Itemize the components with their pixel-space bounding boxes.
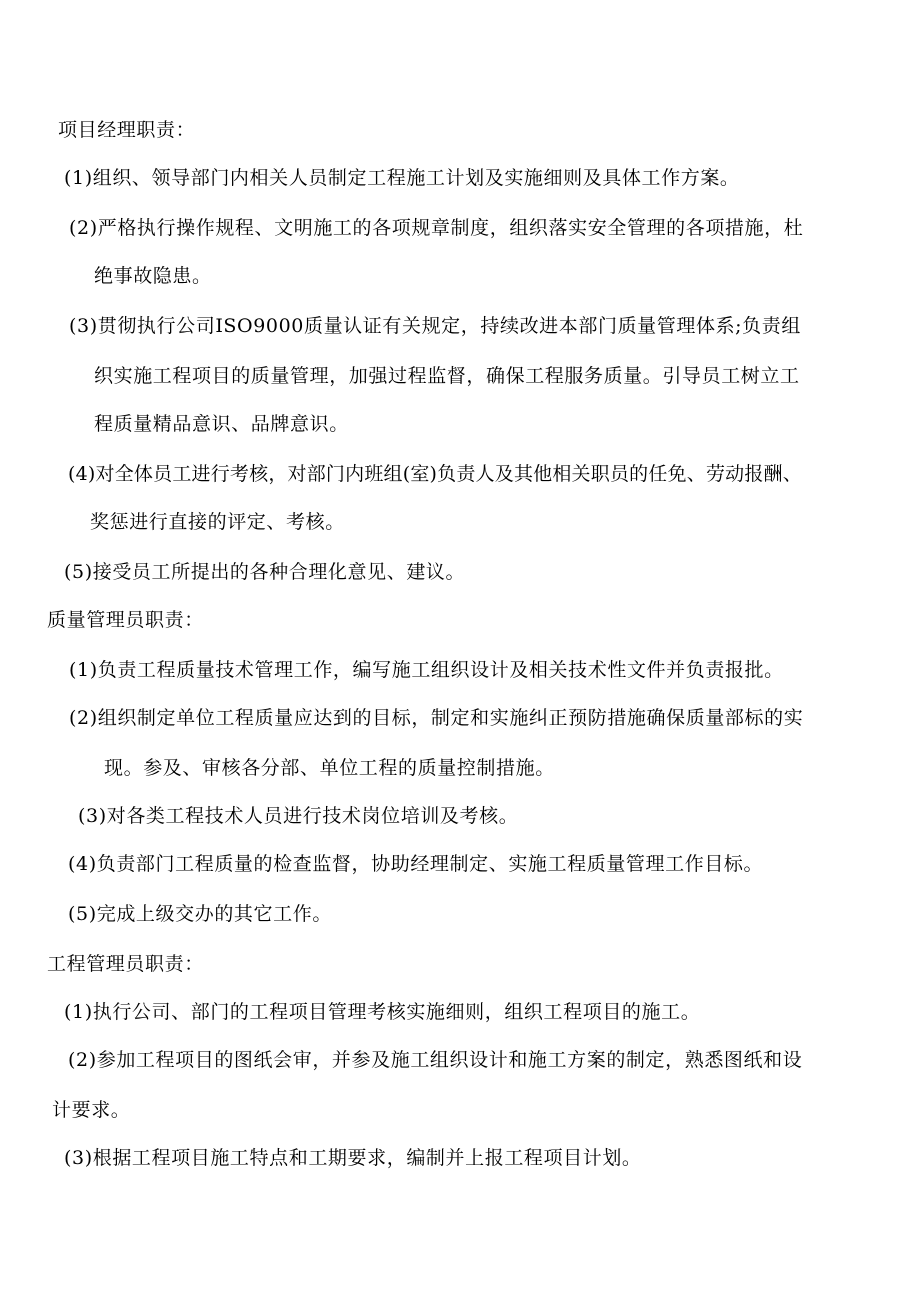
paragraph-line: 织实施工程项目的质量管理，加强过程监督，确保工程服务质量。引导员工树立工 — [94, 365, 800, 387]
paragraph-line: (1)组织、领导部门内相关人员制定工程施工计划及实施细则及具体工作方案。 — [64, 167, 740, 189]
paragraph-line: 奖惩进行直接的评定、考核。 — [90, 511, 345, 533]
paragraph-line: (2)组织制定单位工程质量应达到的目标，制定和实施纠正预防措施确保质量部标的实 — [69, 707, 804, 729]
section-title-quality-manager: 质量管理员职责： — [47, 609, 204, 631]
paragraph-line: (3)对各类工程技术人员进行技术岗位培训及考核。 — [78, 805, 519, 827]
paragraph-line: (5)接受员工所提出的各种合理化意见、建议。 — [64, 561, 466, 583]
section-title-engineering-manager: 工程管理员职责： — [47, 953, 204, 975]
paragraph-line: (1)执行公司、部门的工程项目管理考核实施细则，组织工程项目的施工。 — [64, 1001, 701, 1023]
paragraph-line: 绝事故隐患。 — [94, 265, 212, 287]
paragraph-line: (1)负责工程质量技术管理工作，编写施工组织设计及相关技术性文件并负责报批。 — [69, 659, 784, 681]
paragraph-line: (4)对全体员工进行考核，对部门内班组(室)负责人及其他相关职员的任免、劳动报酬、 — [68, 463, 802, 485]
section-title-project-manager: 项目经理职责： — [58, 119, 196, 141]
paragraph-line: 计要求。 — [52, 1099, 131, 1121]
paragraph-line: (2)参加工程项目的图纸会审，并参及施工组织设计和施工方案的制定，熟悉图纸和设 — [68, 1049, 803, 1071]
paragraph-line: 现。参及、审核各分部、单位工程的质量控制措施。 — [104, 757, 555, 779]
paragraph-line: (3)贯彻执行公司ISO9000质量认证有关规定，持续改进本部门质量管理体系;负责组 — [69, 315, 801, 337]
paragraph-line: (4)负责部门工程质量的检查监督，协助经理制定、实施工程质量管理工作目标。 — [68, 853, 764, 875]
paragraph-line: 程质量精品意识、品牌意识。 — [94, 413, 349, 435]
paragraph-line: (5)完成上级交办的其它工作。 — [68, 903, 332, 925]
paragraph-line: (3)根据工程项目施工特点和工期要求，编制并上报工程项目计划。 — [64, 1147, 642, 1169]
paragraph-line: (2)严格执行操作规程、文明施工的各项规章制度，组织落实安全管理的各项措施，杜 — [69, 217, 804, 239]
